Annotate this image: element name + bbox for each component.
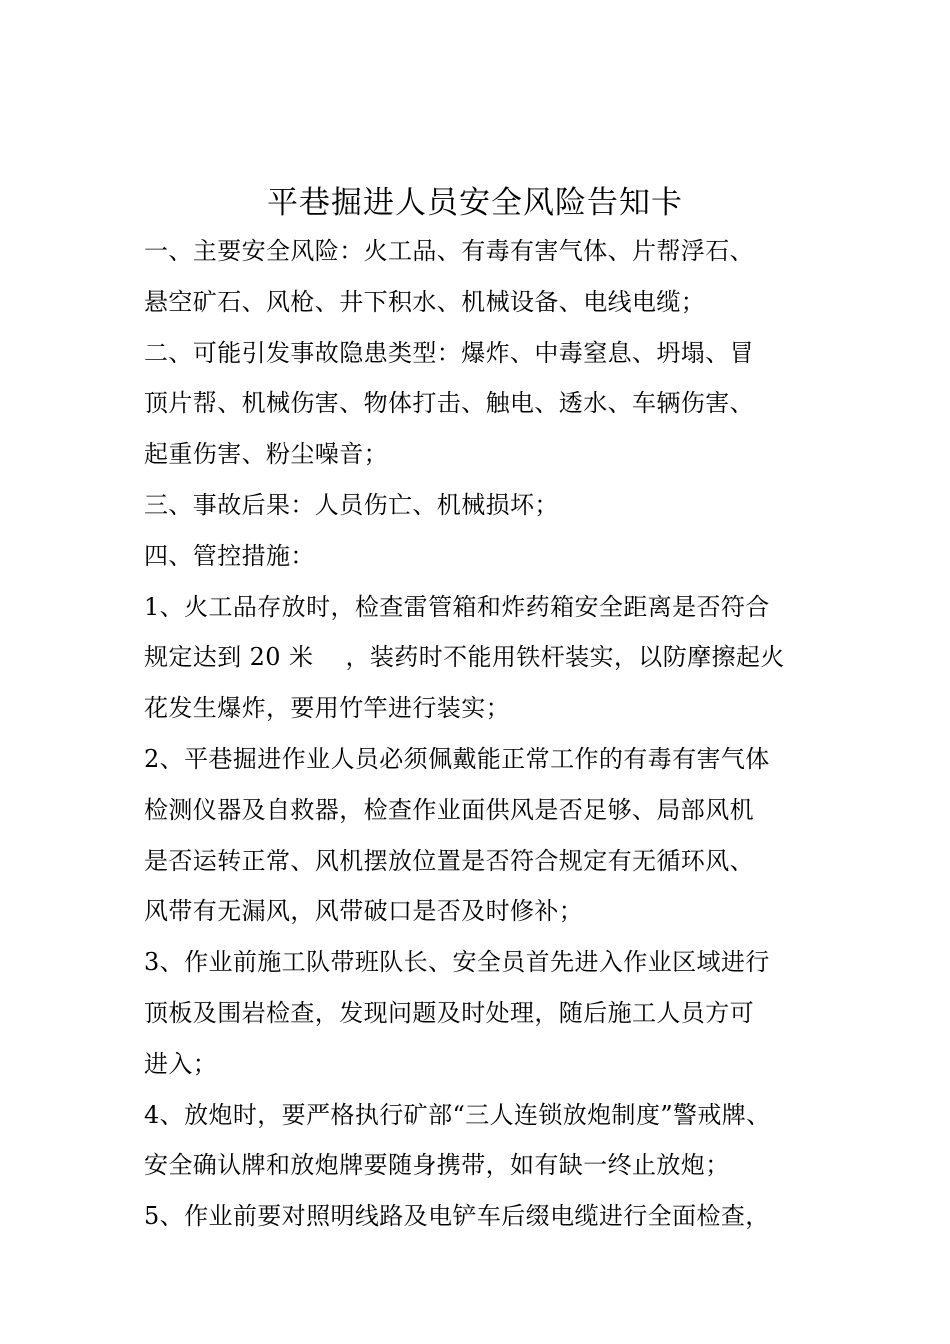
text-line: 悬空矿石、风枪、井下积水、机械设备、电线电缆； (144, 287, 706, 316)
text-line: 起重伤害、粉尘噪音； (144, 440, 388, 469)
document-body (144, 226, 844, 1242)
text-line: 1、火工品存放时，检查雷管箱和炸药箱安全距离是否符合 (144, 592, 770, 621)
text-line: 花发生爆炸，要用竹竿进行装实； (144, 694, 510, 723)
text-line: 3、作业前施工队带班队长、安全员首先进入作业区域进行 (144, 948, 770, 977)
text-line: 二、可能引发事故隐患类型：爆炸、中毒窒息、坍塌、冒 (144, 338, 754, 367)
text-line: 安全确认牌和放炮牌要随身携带，如有缺一终止放炮； (144, 1151, 730, 1180)
text-line: 4、放炮时，要严格执行矿部“三人连锁放炮制度”警戒牌、 (144, 1100, 771, 1129)
text-line: 四、管控措施： (144, 541, 315, 570)
text-line: 风带有无漏风，风带破口是否及时修补； (144, 897, 584, 926)
text-line: 一、主要安全风险：火工品、有毒有害气体、片帮浮石、 (144, 237, 754, 265)
text-line: 5、作业前要对照明线路及电铲车后缀电缆进行全面检查， (144, 1202, 770, 1231)
text-line: 顶片帮、机械伤害、物体打击、触电、透水、车辆伤害、 (144, 389, 754, 418)
text-line: 规定达到 20 米 ，装药时不能用铁杆装实，以防摩擦起火 (144, 643, 785, 672)
text-line: 是否运转正常、风机摆放位置是否符合规定有无循环风、 (144, 846, 754, 875)
text-line: 顶板及围岩检查，发现问题及时处理，随后施工人员方可 (144, 998, 754, 1027)
text-line: 三、事故后果：人员伤亡、机械损坏； (144, 490, 559, 519)
text-line: 进入； (144, 1049, 218, 1078)
text-line: 检测仪器及自救器，检查作业面供风是否足够、局部风机 (144, 795, 754, 824)
text-line: 2、平巷掘进作业人员必须佩戴能正常工作的有毒有害气体 (144, 744, 770, 773)
document-title: 平巷掘进人员安全风险告知卡 (267, 185, 683, 221)
